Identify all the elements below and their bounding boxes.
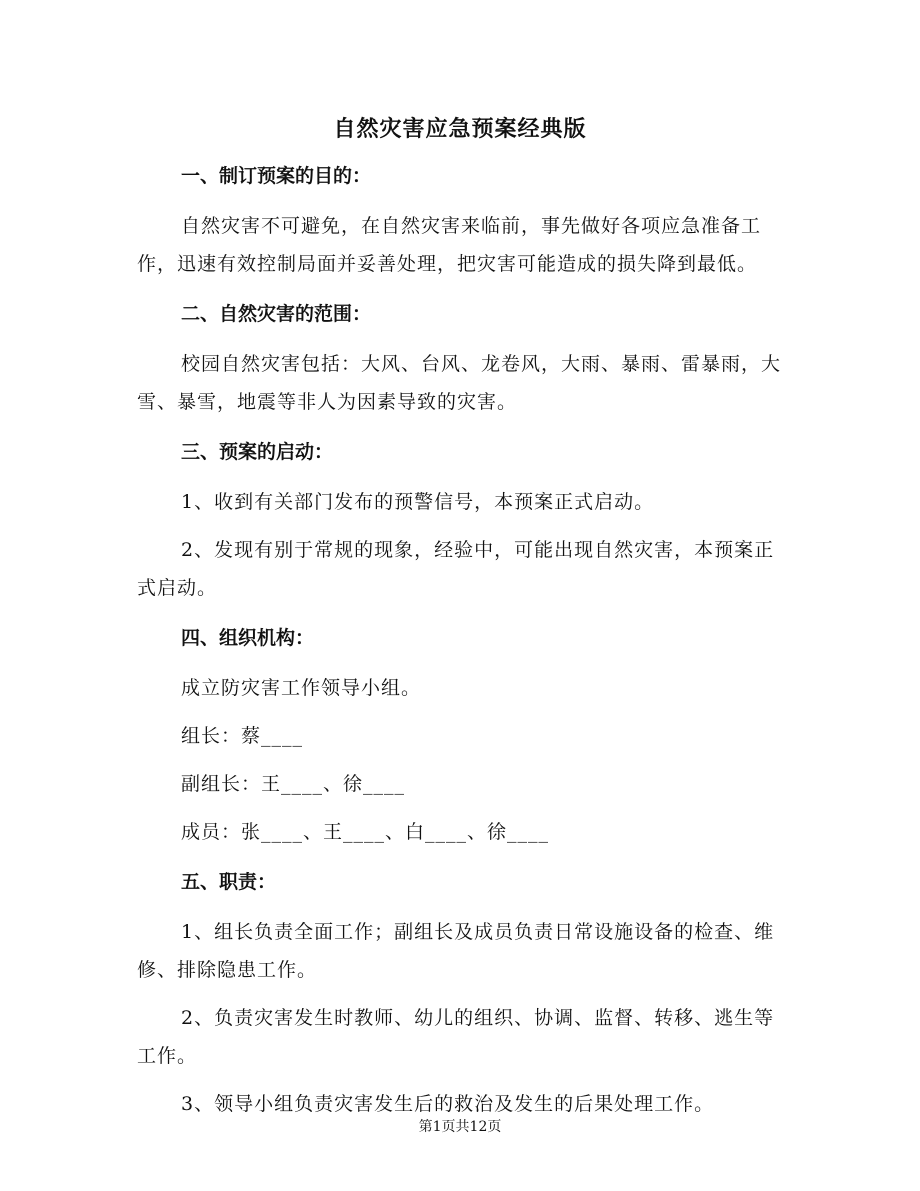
deputy-leader-line: 副组长：王____、徐____ xyxy=(181,773,406,795)
section-paragraph: 自然灾害不可避免，在自然灾害来临前，事先做好各项应急准备工作，迅速有效控制局面并妥善处理，把灾害可能造成的损失降到最低。 xyxy=(137,215,762,275)
section-heading: 五、职责： xyxy=(181,871,277,893)
section-heading: 一、制订预案的目的： xyxy=(181,165,372,187)
section-paragraph: 1、组长负责全面工作；副组长及成员负责日常设施设备的检查、维修、排除隐患工作。 xyxy=(137,921,775,981)
section-heading: 三、预案的启动： xyxy=(181,441,334,463)
section-paragraph: 1、收到有关部门发布的预警信号，本预案正式启动。 xyxy=(181,491,655,513)
section-paragraph: 校园自然灾害包括：大风、台风、龙卷风，大雨、暴雨、雷暴雨，大雪、暴雪，地震等非人为因素导致的灾害。 xyxy=(137,353,782,413)
leader-line: 组长：蔡____ xyxy=(181,725,304,747)
section-paragraph: 成立防灾害工作领导小组。 xyxy=(181,677,422,699)
page-number: 第1页共12页 xyxy=(418,1119,502,1135)
section-paragraph: 3、领导小组负责灾害发生后的救治及发生的后果处理工作。 xyxy=(181,1093,715,1115)
section-paragraph: 2、发现有别于常规的现象，经验中，可能出现自然灾害，本预案正式启动。 xyxy=(137,539,775,599)
document-title: 自然灾害应急预案经典版 xyxy=(333,116,587,142)
members-line: 成员：张____、王____、白____、徐____ xyxy=(181,821,550,843)
section-heading: 二、自然灾害的范围： xyxy=(181,303,372,325)
document-body xyxy=(137,157,787,1135)
section-paragraph: 2、负责灾害发生时教师、幼儿的组织、协调、监督、转移、逃生等工作。 xyxy=(137,1007,775,1067)
section-heading: 四、组织机构： xyxy=(181,627,315,649)
